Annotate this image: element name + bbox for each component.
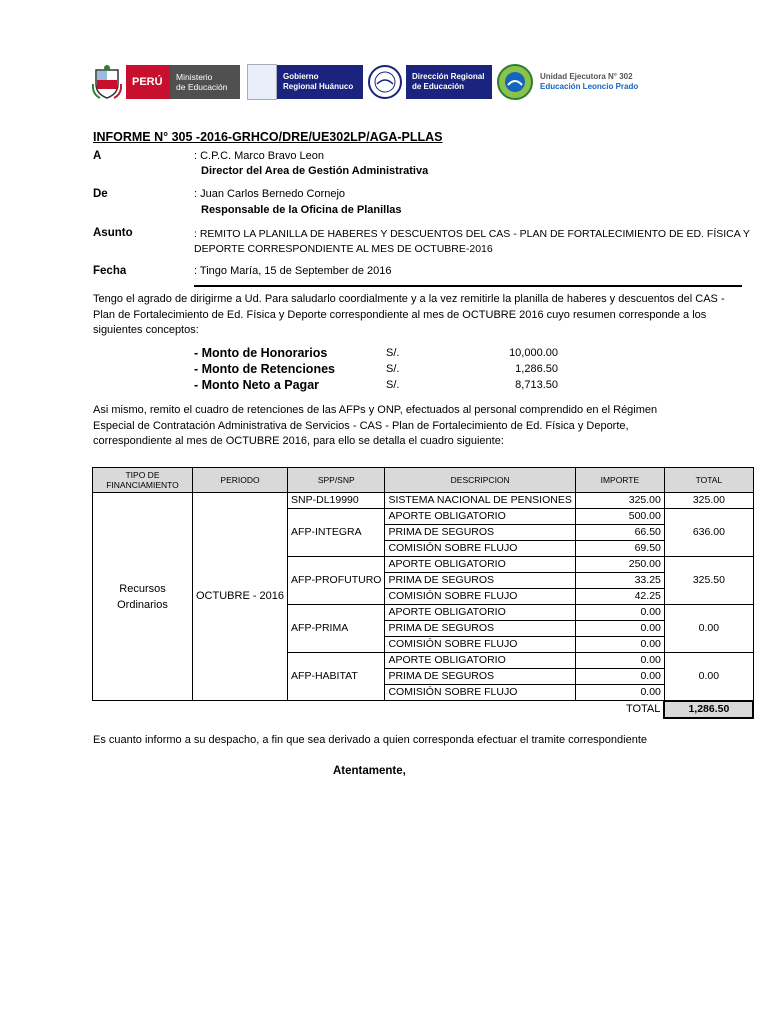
signoff: Atentamente,: [333, 765, 406, 777]
a-title: Director del Area de Gestión Administrativa: [201, 165, 429, 177]
total-label: TOTAL: [625, 702, 661, 715]
importe-cell: 0.00: [575, 653, 664, 669]
amount-value-honorarios: 10,000.00: [509, 347, 558, 359]
importe-cell: 66.50: [575, 525, 664, 541]
gobierno-regional-emblem-icon: [247, 64, 277, 100]
second-paragraph-line: correspondiente al mes de OCTUBRE 2016, para ello se detalla el cuadro siguiente:: [93, 435, 504, 447]
amount-label-honorarios: - Monto de Honorarios: [194, 346, 328, 360]
table-row: [93, 493, 754, 509]
desc-cell: PRIMA DE SEGUROS: [385, 525, 575, 541]
header-total: TOTAL: [664, 468, 753, 493]
tipo-cell: Recursos Ordinarios: [93, 493, 193, 701]
importe-cell: 69.50: [575, 541, 664, 557]
ue-name-line2: Educación Leoncio Prado: [540, 82, 639, 91]
minedu-badge: Ministerio de Educación: [170, 65, 240, 99]
fecha-label: Fecha: [93, 265, 127, 277]
second-paragraph-line: Asi mismo, remito el cuadro de retenciones de las AFPs y ONP, efectuados al personal comprendido en el Régimen: [93, 404, 658, 416]
importe-cell: 325.00: [575, 493, 664, 509]
total-cell: 0.00: [664, 605, 753, 653]
importe-cell: 500.00: [575, 509, 664, 525]
header-descripcion: DESCRIPCION: [385, 468, 575, 493]
desc-cell: SISTEMA NACIONAL DE PENSIONES: [385, 493, 575, 509]
asunto-line2: DEPORTE CORRESPONDIENTE AL MES DE OCTUBRE-2016: [194, 243, 493, 255]
logo-banner: [92, 64, 652, 104]
peru-badge: PERÚ: [126, 65, 170, 99]
importe-cell: 0.00: [575, 637, 664, 653]
intro-paragraph: [93, 292, 743, 339]
ue302-seal-icon: [496, 64, 534, 100]
spp-habitat: AFP-HABITAT: [288, 653, 385, 701]
second-paragraph: [93, 403, 743, 450]
header-importe: IMPORTE: [575, 468, 664, 493]
de-label: De: [93, 188, 108, 200]
amount-label-retenciones: - Monto de Retenciones: [194, 362, 335, 376]
desc-cell: APORTE OBLIGATORIO: [385, 557, 575, 573]
spp-profuturo: AFP-PROFUTURO: [288, 557, 385, 605]
a-label: A: [93, 150, 102, 162]
document-title: INFORME N° 305 -2016-GRHCO/DRE/UE302LP/AGA-PLLAS: [93, 130, 443, 144]
desc-cell: PRIMA DE SEGUROS: [385, 573, 575, 589]
closing-text: Es cuanto informo a su despacho, a fin que sea derivado a quien corresponda efectuar el tramite correspondiente: [93, 734, 648, 746]
desc-cell: COMISIÓN SOBRE FLUJO: [385, 637, 575, 653]
a-name: : C.P.C. Marco Bravo Leon: [194, 150, 325, 162]
asunto-label: Asunto: [93, 227, 133, 239]
de-name: : Juan Carlos Bernedo Cornejo: [194, 188, 346, 200]
second-paragraph-line: Especial de Contratación Administrativa de Servicios - CAS - Plan de Fortalecimiento de Ed. Física y Deporte,: [93, 419, 629, 432]
direccion-regional-badge: Dirección Regional de Educación: [406, 65, 492, 99]
ue-name-line1: Unidad Ejecutora N° 302: [540, 72, 633, 81]
intro-line: Tengo el agrado de dirigirme a Ud. Para saludarlo coordialmente y a la vez remitirle la planilla de haberes y descuentos del CAS -: [93, 293, 725, 305]
spp-prima: AFP-PRIMA: [288, 605, 385, 653]
importe-cell: 250.00: [575, 557, 664, 573]
desc-cell: COMISIÓN SOBRE FLUJO: [385, 685, 575, 701]
importe-cell: 33.25: [575, 573, 664, 589]
amount-value-neto: 8,713.50: [515, 379, 558, 391]
desc-cell: PRIMA DE SEGUROS: [385, 621, 575, 637]
header-tipo: TIPO DE FINANCIAMIENTO: [93, 468, 193, 493]
desc-cell: APORTE OBLIGATORIO: [385, 653, 575, 669]
amount-currency: S/.: [386, 363, 400, 375]
spp-integra: AFP-INTEGRA: [288, 509, 385, 557]
intro-line: siguientes conceptos:: [93, 324, 199, 336]
de-title: Responsable de la Oficina de Planillas: [201, 204, 402, 216]
fecha-value: : Tingo María, 15 de September de 2016: [194, 265, 392, 277]
amount-label-neto: - Monto Neto a Pagar: [194, 378, 320, 392]
total-cell: 636.00: [664, 509, 753, 557]
header-spp: SPP/SNP: [288, 468, 385, 493]
desc-cell: APORTE OBLIGATORIO: [385, 509, 575, 525]
desc-cell: PRIMA DE SEGUROS: [385, 669, 575, 685]
intro-line: Plan de Fortalecimiento de Ed. Física y Deporte correspondiente al mes de OCTUBRE 2016 cuyo resumen corresponde a los: [93, 308, 707, 321]
header-divider: [194, 285, 742, 287]
total-cell: 325.00: [664, 493, 753, 509]
importe-cell: 0.00: [575, 685, 664, 701]
desc-cell: COMISIÓN SOBRE FLUJO: [385, 589, 575, 605]
importe-cell: 42.25: [575, 589, 664, 605]
retentions-table: [92, 467, 754, 719]
table-total-row: [93, 701, 754, 718]
importe-cell: 0.00: [575, 605, 664, 621]
total-cell: 325.50: [664, 557, 753, 605]
amount-currency: S/.: [386, 379, 400, 391]
periodo-cell: OCTUBRE - 2016: [193, 493, 288, 701]
desc-cell: COMISIÓN SOBRE FLUJO: [385, 541, 575, 557]
amount-value-retenciones: 1,286.50: [515, 363, 558, 375]
importe-cell: 0.00: [575, 669, 664, 685]
gobierno-badge: Gobierno Regional Huánuco: [277, 65, 363, 99]
header-periodo: PERIODO: [193, 468, 288, 493]
importe-cell: 0.00: [575, 621, 664, 637]
desc-cell: APORTE OBLIGATORIO: [385, 605, 575, 621]
dre-seal-icon: [367, 64, 403, 100]
spp-snp: SNP-DL19990: [288, 493, 385, 509]
table-header-row: [93, 468, 754, 493]
amount-currency: S/.: [386, 347, 400, 359]
asunto-line1: : REMITO LA PLANILLA DE HABERES Y DESCUENTOS DEL CAS - PLAN DE FORTALECIMIENTO DE ED. FÍSICA Y: [194, 228, 750, 240]
total-value: 1,286.50: [664, 701, 753, 718]
total-cell: 0.00: [664, 653, 753, 701]
peru-coat-of-arms-icon: [92, 64, 122, 100]
